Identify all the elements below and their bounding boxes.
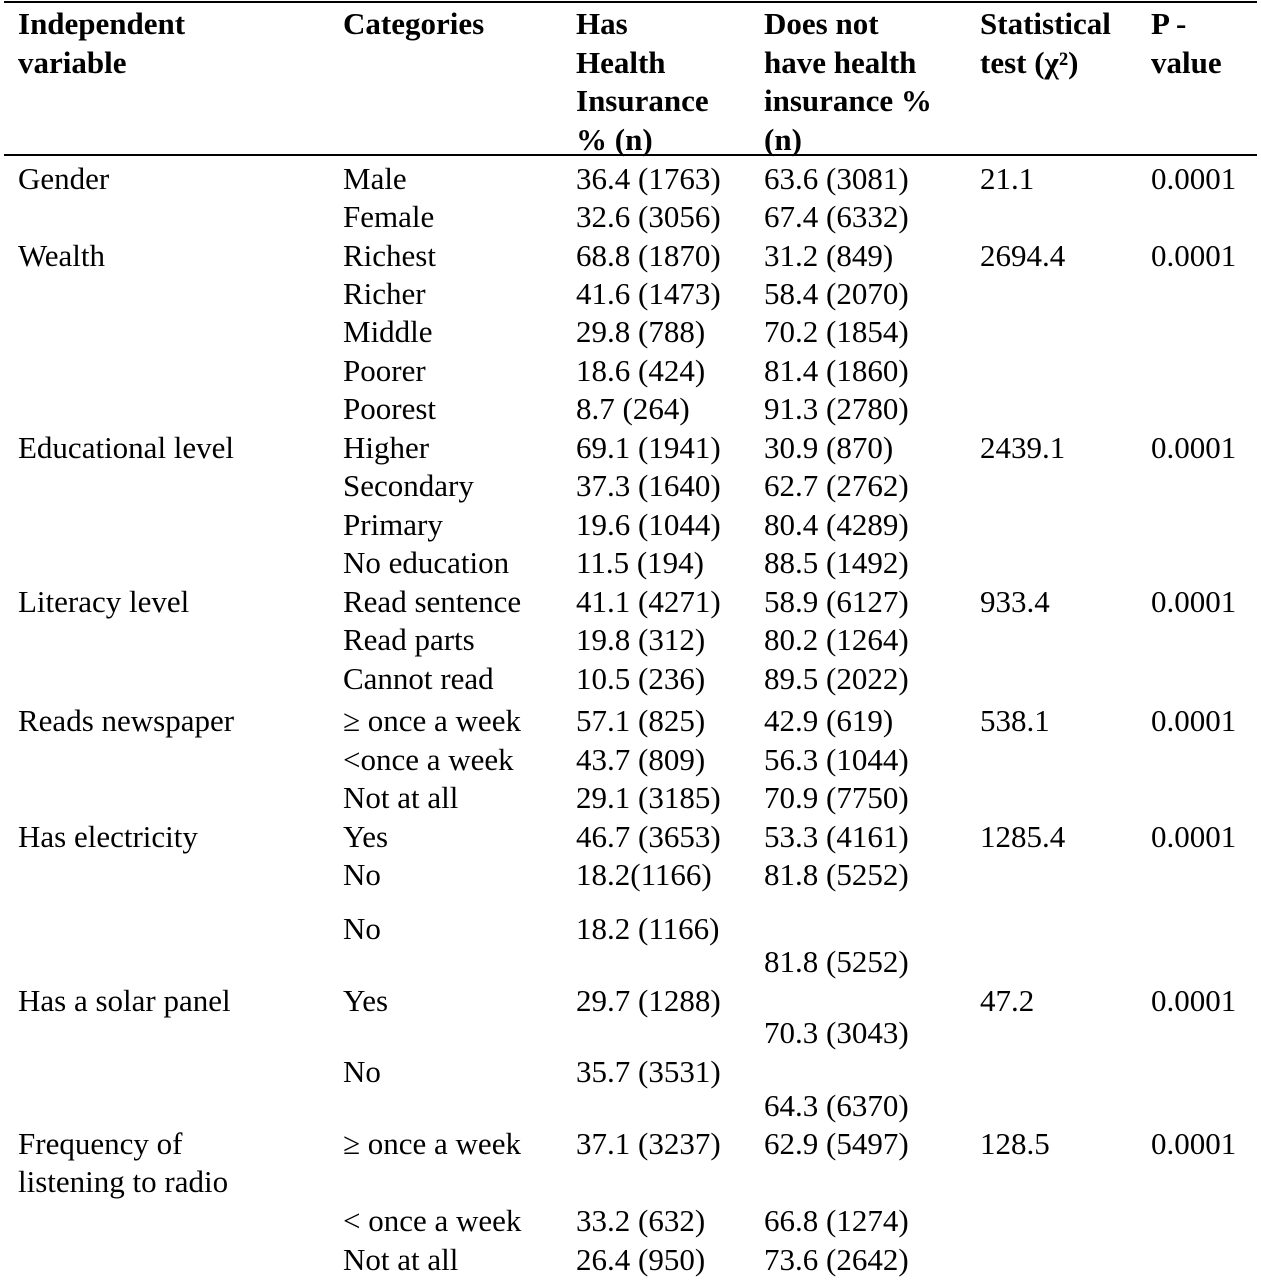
row-has-insurance: 18.2 (1166) xyxy=(576,911,720,946)
row-variable: Reads newspaper xyxy=(18,703,235,738)
row-p-value: 0.0001 xyxy=(1151,983,1237,1018)
row-p-value: 0.0001 xyxy=(1151,584,1237,619)
row-statistical-test: 1285.4 xyxy=(980,819,1066,854)
row-category: No xyxy=(343,1054,381,1089)
row-no-insurance: 88.5 (1492) xyxy=(764,545,909,580)
row-no-insurance: 73.6 (2642) xyxy=(764,1242,909,1277)
row-has-insurance: 18.6 (424) xyxy=(576,353,706,388)
row-category: ≥ once a week xyxy=(343,703,521,738)
row-category: Not at all xyxy=(343,1242,459,1277)
row-p-value: 0.0001 xyxy=(1151,430,1237,465)
header-p-value: P - value xyxy=(1151,6,1222,80)
row-no-insurance: 91.3 (2780) xyxy=(764,391,909,426)
header-no-insurance: Does not have health insurance % (n) xyxy=(764,6,932,157)
row-variable: Educational level xyxy=(18,430,235,465)
row-no-insurance: 81.4 (1860) xyxy=(764,353,909,388)
row-category: Yes xyxy=(343,819,389,854)
row-no-insurance: 31.2 (849) xyxy=(764,238,894,273)
row-statistical-test: 2694.4 xyxy=(980,238,1066,273)
row-p-value: 0.0001 xyxy=(1151,703,1237,738)
row-statistical-test: 128.5 xyxy=(980,1126,1050,1161)
row-has-insurance: 29.1 (3185) xyxy=(576,780,721,815)
row-variable: Gender xyxy=(18,161,110,196)
row-variable: Frequency of listening to radio xyxy=(18,1126,229,1199)
row-has-insurance: 26.4 (950) xyxy=(576,1242,706,1277)
row-has-insurance: 32.6 (3056) xyxy=(576,199,721,234)
row-category: Richest xyxy=(343,238,436,273)
row-p-value: 0.0001 xyxy=(1151,238,1237,273)
row-no-insurance: 63.6 (3081) xyxy=(764,161,909,196)
row-no-insurance: 89.5 (2022) xyxy=(764,661,909,696)
row-category: Read parts xyxy=(343,622,475,657)
header-has-insurance: Has Health Insurance % (n) xyxy=(576,6,709,157)
row-category: No xyxy=(343,857,381,892)
row-statistical-test: 2439.1 xyxy=(980,430,1066,465)
row-no-insurance: 62.7 (2762) xyxy=(764,468,909,503)
row-has-insurance: 33.2 (632) xyxy=(576,1203,706,1238)
row-no-insurance: 53.3 (4161) xyxy=(764,819,909,854)
row-no-insurance: 58.4 (2070) xyxy=(764,276,909,311)
row-has-insurance: 41.6 (1473) xyxy=(576,276,721,311)
header-independent-variable: Independent variable xyxy=(18,6,186,80)
row-has-insurance: 29.7 (1288) xyxy=(576,983,721,1018)
row-has-insurance: 11.5 (194) xyxy=(576,545,704,580)
row-category: < once a week xyxy=(343,1203,522,1238)
row-category: Yes xyxy=(343,983,389,1018)
row-category: ≥ once a week xyxy=(343,1126,521,1161)
row-has-insurance: 19.6 (1044) xyxy=(576,507,721,542)
row-no-insurance: 81.8 (5252) xyxy=(764,944,909,979)
row-has-insurance: 37.3 (1640) xyxy=(576,468,721,503)
row-no-insurance: 64.3 (6370) xyxy=(764,1088,909,1123)
row-category: Secondary xyxy=(343,468,474,503)
row-category: Poorer xyxy=(343,353,426,388)
row-no-insurance: 70.9 (7750) xyxy=(764,780,909,815)
row-category: Read sentence xyxy=(343,584,522,619)
row-variable: Has electricity xyxy=(18,819,198,854)
row-no-insurance: 30.9 (870) xyxy=(764,430,894,465)
row-category: Primary xyxy=(343,507,443,542)
row-has-insurance: 57.1 (825) xyxy=(576,703,706,738)
row-no-insurance: 67.4 (6332) xyxy=(764,199,909,234)
row-no-insurance: 58.9 (6127) xyxy=(764,584,909,619)
header-statistical-test: Statistical test (χ²) xyxy=(980,6,1111,80)
row-variable: Has a solar panel xyxy=(18,983,231,1018)
header-categories: Categories xyxy=(343,6,485,41)
row-has-insurance: 8.7 (264) xyxy=(576,391,690,426)
row-has-insurance: 35.7 (3531) xyxy=(576,1054,721,1089)
row-has-insurance: 69.1 (1941) xyxy=(576,430,721,465)
row-statistical-test: 21.1 xyxy=(980,161,1035,196)
row-has-insurance: 37.1 (3237) xyxy=(576,1126,721,1161)
row-has-insurance: 46.7 (3653) xyxy=(576,819,721,854)
row-category: Female xyxy=(343,199,435,234)
row-category: Cannot read xyxy=(343,661,494,696)
row-category: Male xyxy=(343,161,407,196)
row-has-insurance: 68.8 (1870) xyxy=(576,238,721,273)
row-no-insurance: 81.8 (5252) xyxy=(764,857,909,892)
row-category: Richer xyxy=(343,276,426,311)
row-no-insurance: 80.2 (1264) xyxy=(764,622,909,657)
row-p-value: 0.0001 xyxy=(1151,819,1237,854)
row-variable: Literacy level xyxy=(18,584,190,619)
row-no-insurance: 70.3 (3043) xyxy=(764,1015,909,1050)
row-p-value: 0.0001 xyxy=(1151,1126,1237,1161)
row-category: <once a week xyxy=(343,742,514,777)
row-has-insurance: 10.5 (236) xyxy=(576,661,706,696)
row-variable: Wealth xyxy=(18,238,106,273)
row-no-insurance: 56.3 (1044) xyxy=(764,742,909,777)
row-category: Poorest xyxy=(343,391,436,426)
row-has-insurance: 29.8 (788) xyxy=(576,314,706,349)
row-p-value: 0.0001 xyxy=(1151,161,1237,196)
row-has-insurance: 19.8 (312) xyxy=(576,622,706,657)
top-rule xyxy=(4,1,1257,3)
row-category: Higher xyxy=(343,430,430,465)
row-category: Middle xyxy=(343,314,433,349)
row-category: No xyxy=(343,911,381,946)
row-statistical-test: 538.1 xyxy=(980,703,1050,738)
row-has-insurance: 18.2(1166) xyxy=(576,857,712,892)
row-no-insurance: 70.2 (1854) xyxy=(764,314,909,349)
row-no-insurance: 42.9 (619) xyxy=(764,703,894,738)
row-has-insurance: 43.7 (809) xyxy=(576,742,706,777)
row-no-insurance: 62.9 (5497) xyxy=(764,1126,909,1161)
row-has-insurance: 36.4 (1763) xyxy=(576,161,721,196)
row-statistical-test: 933.4 xyxy=(980,584,1050,619)
row-no-insurance: 66.8 (1274) xyxy=(764,1203,909,1238)
row-category: No education xyxy=(343,545,510,580)
row-statistical-test: 47.2 xyxy=(980,983,1035,1018)
row-category: Not at all xyxy=(343,780,459,815)
row-no-insurance: 80.4 (4289) xyxy=(764,507,909,542)
row-has-insurance: 41.1 (4271) xyxy=(576,584,721,619)
